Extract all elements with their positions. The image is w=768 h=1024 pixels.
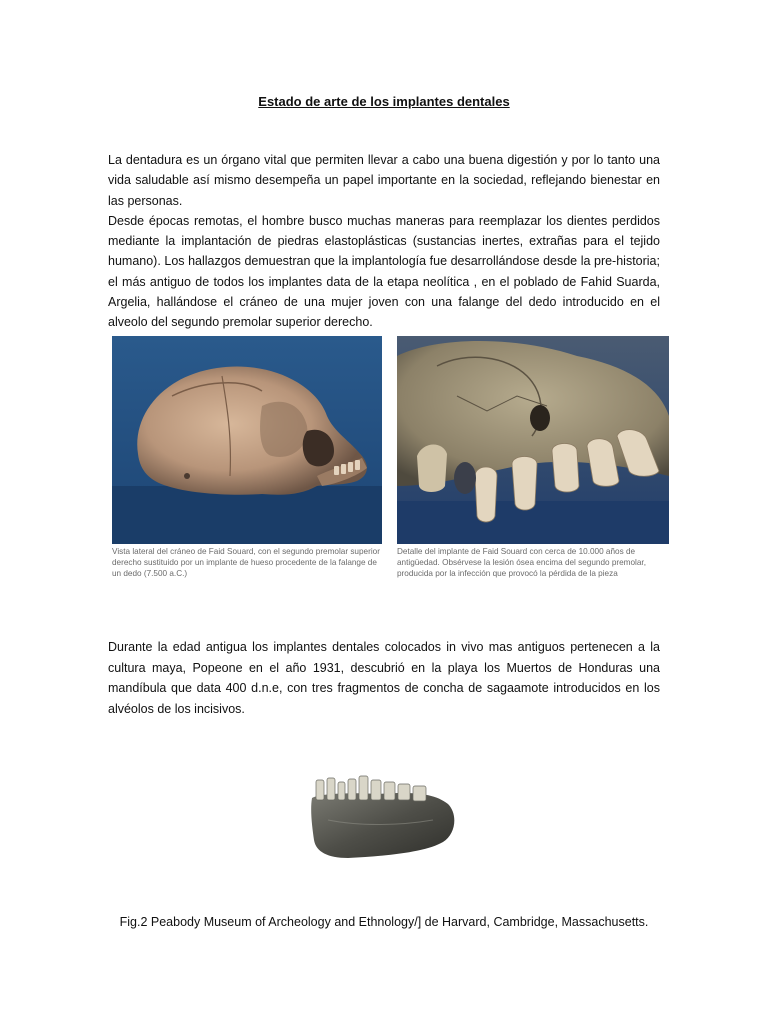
- maya-paragraph: Durante la edad antigua los implantes dentales colocados in vivo mas antiguos pertenecen a la cultura maya, Popeone en el año 1931, descubrió en la playa los Muertos de Honduras una mandíbula que data 400 d.n.e, con tres fragmentos de concha de sagaamote introducidos en los alvéolos de los incisivos.: [108, 640, 660, 716]
- maxilla-detail-caption: Detalle del implante de Faid Souard con cerca de 10.000 años de antigüedad. Obsérvese la lesión ósea encima del segundo premolar, producida por la infección que provocó la pérdida de la pieza: [397, 547, 646, 579]
- maxilla-detail-photo: [397, 336, 669, 544]
- intro-paragraph: [108, 150, 660, 333]
- figure2-caption: Fig.2 Peabody Museum of Archeology and Ethnology/] de Harvard, Cambridge, Massachusetts.: [119, 915, 649, 929]
- skull-lateral-photo: [112, 336, 382, 544]
- document-title: Estado de arte de los implantes dentales: [258, 94, 510, 109]
- intro-paragraph-part-2: Desde épocas remotas, el hombre busco muchas maneras para reemplazar los dientes perdidos mediante la implantación de piedras elastoplásticas (sustancias inertes, extrañas para el tejido humano). Los hallazgos demuestran que la implantología fue desarrollándose desde la pre-historia; el más antiguo de todos los implantes data de la etapa neolítica , en el poblado de Fahid Suarda, Argelia, hallándose el cráneo de una mujer joven con una falange del dedo introducido en el alveolo del segundo premolar superior derecho.: [108, 213, 660, 330]
- intro-paragraph-part-1: La dentadura es un órgano vital que permiten llevar a cabo una buena digestión y por lo tanto una vida saludable así mismo desempeña un papel importante en la sociedad, reflejando bienestar en las personas.: [108, 153, 660, 208]
- mayan-mandible-photo: [308, 770, 460, 862]
- skull-lateral-caption: Vista lateral del cráneo de Faid Souard, con el segundo premolar superior derecho sustituido por un implante de hueso procedente de la falange de un dedo (7.500 a.C.): [112, 547, 380, 579]
